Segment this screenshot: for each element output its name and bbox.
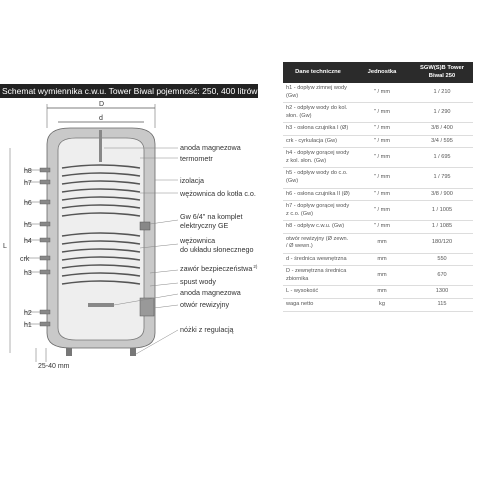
label-drain: spust wody xyxy=(180,277,216,286)
row-unit: " / mm xyxy=(353,201,411,221)
row-value: 1 / 695 xyxy=(411,148,473,168)
row-value: 1 / 1005 xyxy=(411,201,473,221)
label-boiler-coil: wężownica do kotła c.o. xyxy=(180,189,256,198)
table-row xyxy=(283,83,473,103)
marker-h2: h2 xyxy=(24,310,32,317)
marker-crk: crk xyxy=(20,256,30,263)
table-row xyxy=(283,148,473,168)
row-label: otwór rewizyjny (Ø zewn. / Ø wewn.) xyxy=(283,233,353,253)
row-unit: " / mm xyxy=(353,148,411,168)
row-unit: mm xyxy=(353,286,411,299)
label-heater-port-2: elektryczny GE xyxy=(180,221,229,230)
label-safety-valve: zawór bezpieczeństwa$^{2)}$ xyxy=(180,264,258,273)
anode-top xyxy=(99,130,102,162)
foot-right xyxy=(130,348,136,356)
marker-h5: h5 xyxy=(24,222,32,229)
inspection-opening xyxy=(140,298,154,316)
row-value: 1 / 290 xyxy=(411,103,473,123)
table-row xyxy=(283,201,473,221)
table-row xyxy=(283,123,473,136)
row-unit: " / mm xyxy=(353,135,411,148)
row-label: h6 - osłona czujnika II (Ø) xyxy=(283,188,353,201)
technical-data-table xyxy=(283,62,473,312)
row-unit: mm xyxy=(353,233,411,253)
row-value: 1 / 795 xyxy=(411,168,473,188)
table-row xyxy=(283,286,473,299)
dimension-L-label: L xyxy=(3,243,7,250)
row-label: D - zewnętrzna średnica zbiornika xyxy=(283,266,353,286)
marker-h7: h7 xyxy=(24,180,32,187)
table-row xyxy=(283,253,473,266)
table-row xyxy=(283,103,473,123)
row-unit: " / mm xyxy=(353,123,411,136)
row-value: 115 xyxy=(411,299,473,312)
header-technical-data: Dane techniczne xyxy=(283,62,353,83)
row-value: 1 / 210 xyxy=(411,83,473,103)
table-row xyxy=(283,221,473,234)
row-unit: mm xyxy=(353,253,411,266)
row-unit: " / mm xyxy=(353,83,411,103)
label-insulation: izolacja xyxy=(180,176,204,185)
label-solar-coil-2: do układu słonecznego xyxy=(180,245,254,254)
inner-tank xyxy=(58,138,144,340)
row-value: 670 xyxy=(411,266,473,286)
row-unit: mm xyxy=(353,266,411,286)
row-label: d - średnica wewnętrzna xyxy=(283,253,353,266)
row-label: h8 - odpływ c.w.u. (Gw) xyxy=(283,221,353,234)
foot-left xyxy=(66,348,72,356)
table-row xyxy=(283,188,473,201)
row-value: 550 xyxy=(411,253,473,266)
table-header-row xyxy=(283,62,473,83)
table-row xyxy=(283,299,473,312)
row-label: h7 - dopływ gorącej wody z c.o. (Gw) xyxy=(283,201,353,221)
row-label: h2 - odpływ wody do kol. słon. (Gw) xyxy=(283,103,353,123)
row-value: 180/120 xyxy=(411,233,473,253)
label-anode-top: anoda magnezowa xyxy=(180,143,241,152)
marker-h1: h1 xyxy=(24,322,32,329)
row-label: h5 - odpływ wody do c.o. (Gw) xyxy=(283,168,353,188)
row-value: 3/4 / 595 xyxy=(411,135,473,148)
label-heater-port-1: Gw 6/4" na komplet xyxy=(180,212,243,221)
marker-h4: h4 xyxy=(24,238,32,245)
row-value: 3/8 / 400 xyxy=(411,123,473,136)
header-model: SGW(S)B Tower Biwal 250 xyxy=(411,62,473,83)
label-thermometer: termometr xyxy=(180,154,213,163)
row-value: 1 / 1085 xyxy=(411,221,473,234)
anode-bottom xyxy=(88,303,114,307)
dimension-d-label: d xyxy=(99,115,103,122)
marker-h6: h6 xyxy=(24,200,32,207)
label-inspection: otwór rewizyjny xyxy=(180,300,230,309)
row-label: L - wysokość xyxy=(283,286,353,299)
row-unit: " / mm xyxy=(353,168,411,188)
row-unit: " / mm xyxy=(353,103,411,123)
row-label: crk - cyrkulacja (Gw) xyxy=(283,135,353,148)
row-unit: " / mm xyxy=(353,221,411,234)
table-row xyxy=(283,233,473,253)
row-value: 1300 xyxy=(411,286,473,299)
header-unit: Jednostka xyxy=(353,62,411,83)
row-label: h4 - dopływ gorącej wody z kol. słon. (Gw) xyxy=(283,148,353,168)
diagram-title: Schemat wymiennika c.w.u. Tower Biwal pojemność: 250, 400 litrów xyxy=(2,86,258,96)
dimension-D-label: D xyxy=(99,101,105,108)
row-unit: kg xyxy=(353,299,411,312)
row-unit: " / mm xyxy=(353,188,411,201)
heater-port xyxy=(140,222,150,230)
table-row xyxy=(283,135,473,148)
marker-h8: h8 xyxy=(24,168,32,175)
label-anode-bottom: anoda magnezowa xyxy=(180,288,241,297)
marker-h3: h3 xyxy=(24,270,32,277)
row-label: h1 - dopływ zimnej wody (Gw) xyxy=(283,83,353,103)
label-feet: nóżki z regulacją xyxy=(180,325,234,334)
label-solar-coil-1: wężownica xyxy=(180,236,216,245)
row-value: 3/8 / 900 xyxy=(411,188,473,201)
table-row xyxy=(283,168,473,188)
row-label: h3 - osłona czujnika I (Ø) xyxy=(283,123,353,136)
table-row xyxy=(283,266,473,286)
bottom-dimension-label: 25-40 mm xyxy=(38,363,70,370)
tank-schematic xyxy=(0,98,270,378)
row-label: waga netto xyxy=(283,299,353,312)
